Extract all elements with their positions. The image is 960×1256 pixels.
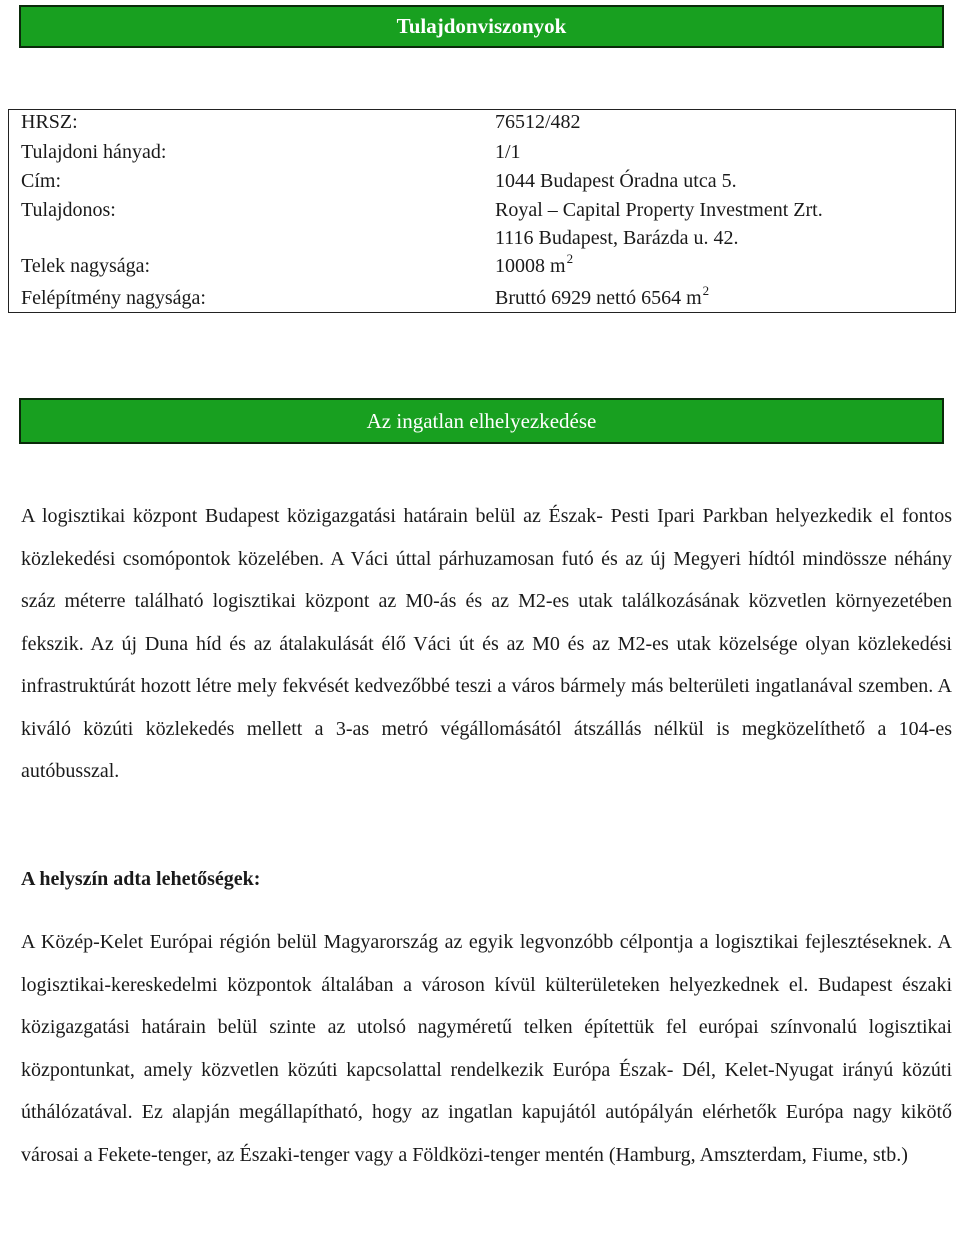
row-value xyxy=(495,283,710,310)
row-value: 1116 Budapest, Barázda u. 42. xyxy=(495,227,739,249)
row-value: 1044 Budapest Óradna utca 5. xyxy=(495,170,737,192)
row-label: Cím: xyxy=(21,170,62,192)
location-paragraph: A logisztikai központ Budapest közigazgatási határain belül az Észak- Pesti Ipari Parkban helyezkedik el fontos közlekedési csomópontok közelében. A Váci úttal párhuzamosan futó és az új Megyeri hídtól mindössze néhány száz méterre található logisztikai központ az M0-ás és az M2-es utak találkozásának közvetlen környezetében fekszik. Az új Duna híd és az átalakulását élő Váci út és az M0 és az M2-es utak közelsége olyan közlekedési infrastruktúrát hozott létre mely fekvését kedvezőbbé teszi a város bármely más belterületi ingatlanával szemben. A kiváló közúti közlekedés mellett a 3-as metró végállomásától átszállás nélkül is megközelíthető a 104-es autóbusszal. xyxy=(21,505,952,782)
section-title-location: Az ingatlan elhelyezkedése xyxy=(366,408,597,433)
opportunities-paragraph: A Közép-Kelet Európai régión belül Magyarország az egyik legvonzóbb célpontja a logisztikai fejlesztéseknek. A logisztikai-kereskedelmi központok általában a városon kívül külterületeken helyezkednek el. Budapest északi közigazgatási határain belül szinte az utolsó nagyméretű telken építettük fel európai színvonalú logisztikai központunkat, amely közvetlen közúti kapcsolattal rendelkezik Európa Észak- Dél, Kelet-Nyugat irányú közúti úthálózatával. Ez alapján megállapítható, hogy az ingatlan kapujától autópályán elérhetők Európa nagy kikötő városai a Fekete-tenger, az Északi-tenger vagy a Földközi-tenger mentén (Hamburg, Amszterdam, Fiume, stb.) xyxy=(21,931,952,1166)
row-value-text: 10008 m xyxy=(495,255,566,277)
superscript: 2 xyxy=(702,283,710,298)
row-value: 1/1 xyxy=(495,141,521,163)
property-info-table xyxy=(8,109,956,313)
section-banner-ownership xyxy=(19,5,944,48)
row-label: Tulajdonos: xyxy=(21,199,116,221)
row-label: Telek nagysága: xyxy=(21,255,151,277)
row-value-text: Bruttó 6929 nettó 6564 m xyxy=(495,287,702,309)
row-label: Felépítmény nagysága: xyxy=(21,287,206,309)
section-banner-location xyxy=(19,398,944,444)
row-value xyxy=(495,251,574,278)
section-title-ownership: Tulajdonviszonyok xyxy=(396,14,567,38)
opportunities-heading: A helyszín adta lehetőségek: xyxy=(21,868,261,890)
row-value: 76512/482 xyxy=(495,111,581,133)
row-label: HRSZ: xyxy=(21,111,78,133)
row-label: Tulajdoni hányad: xyxy=(21,141,167,163)
superscript: 2 xyxy=(566,251,574,266)
row-value: Royal – Capital Property Investment Zrt. xyxy=(495,199,823,221)
